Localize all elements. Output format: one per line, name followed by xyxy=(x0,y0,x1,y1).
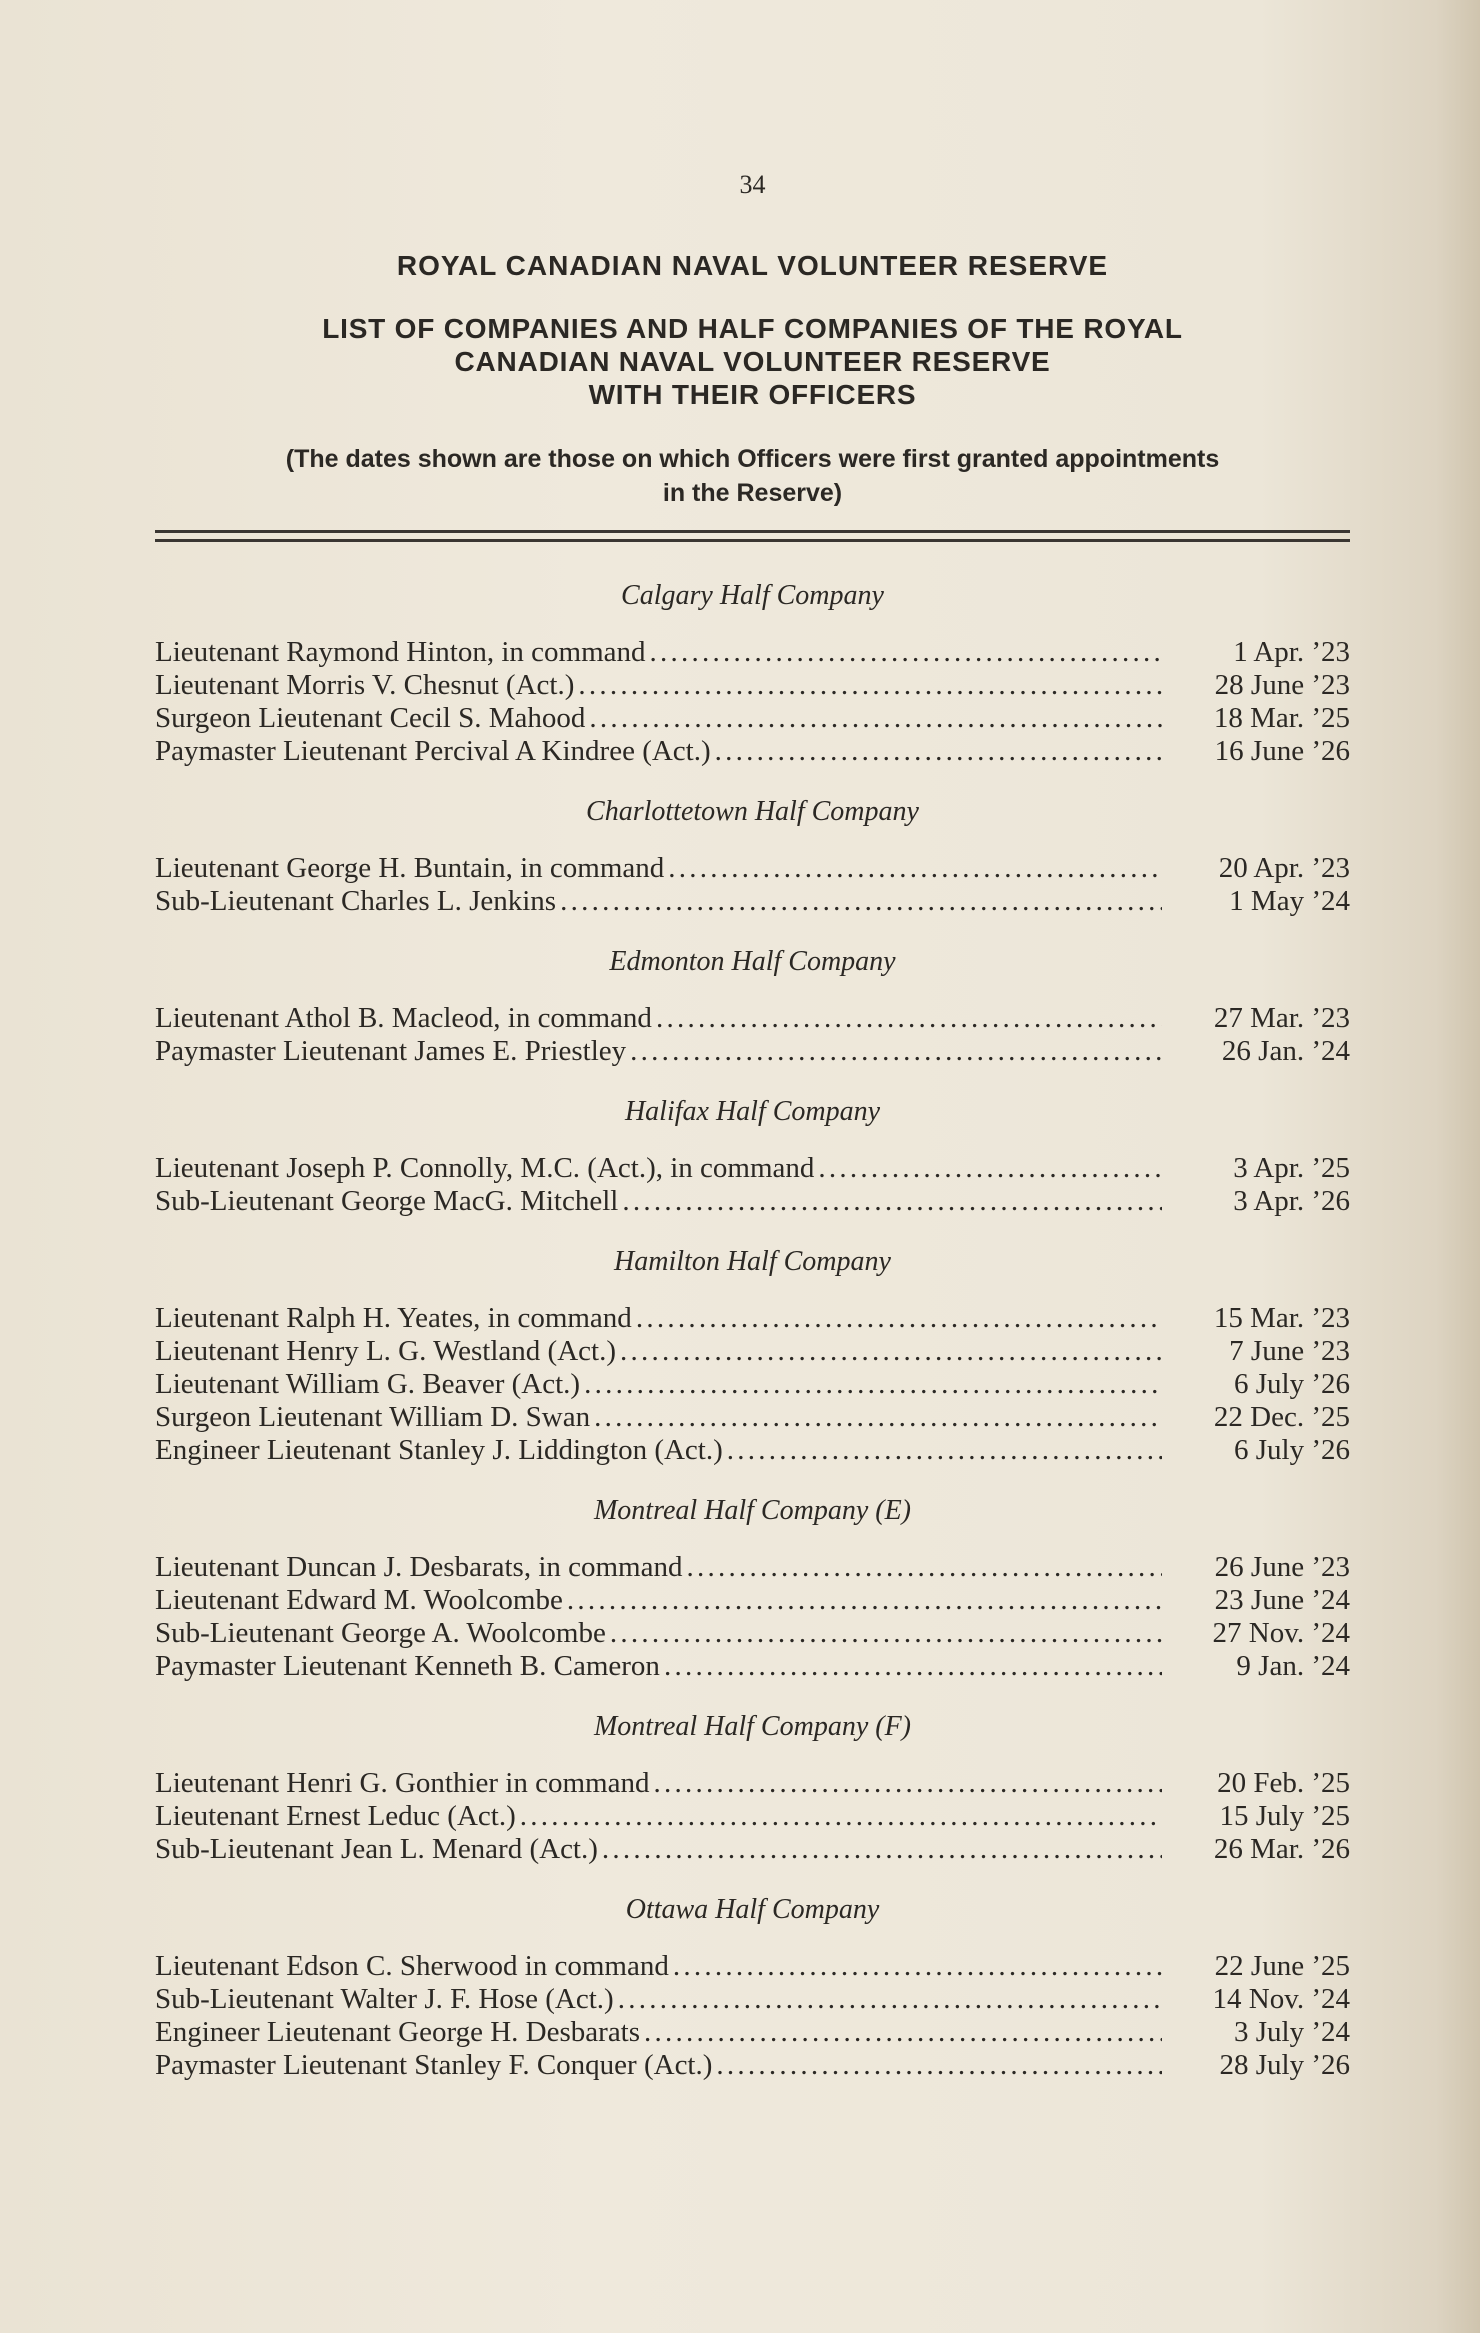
officer-row xyxy=(155,885,1350,918)
appointment-date: 9 Jan. ’24 xyxy=(1236,1650,1350,1682)
officer-row xyxy=(155,1551,1350,1584)
dot-leader xyxy=(673,1950,1162,1983)
dot-leader xyxy=(602,1833,1162,1866)
appointment-date: 27 Mar. ’23 xyxy=(1213,1002,1350,1034)
document-subtitle xyxy=(155,312,1350,411)
dot-leader xyxy=(618,1983,1162,2016)
appointment-date: 18 Mar. ’25 xyxy=(1213,702,1350,734)
officer-name: Surgeon Lieutenant William D. Swan xyxy=(155,1401,591,1433)
dot-leader xyxy=(644,2016,1162,2049)
appointment-date: 14 Nov. ’24 xyxy=(1212,1983,1350,2015)
appointment-date: 3 Apr. ’25 xyxy=(1233,1152,1350,1184)
officer-row xyxy=(155,1035,1350,1068)
dot-leader xyxy=(818,1152,1162,1185)
appointment-date: 15 July ’25 xyxy=(1219,1800,1350,1832)
company-title: Ottawa Half Company xyxy=(625,1894,880,1925)
officer-row xyxy=(155,1767,1350,1800)
officer-row xyxy=(155,669,1350,702)
dot-leader xyxy=(727,1434,1162,1467)
dot-leader xyxy=(668,852,1162,885)
dot-leader xyxy=(610,1617,1162,1650)
page-number: 34 xyxy=(739,170,766,199)
officer-name: Sub-Lieutenant Walter J. F. Hose (Act.) xyxy=(155,1983,614,2015)
officer-row xyxy=(155,636,1350,669)
officer-name: Paymaster Lieutenant Kenneth B. Cameron xyxy=(155,1650,660,1682)
appointment-date: 15 Mar. ’23 xyxy=(1213,1302,1350,1334)
dot-leader xyxy=(653,1767,1162,1800)
officer-name: Sub-Lieutenant Charles L. Jenkins xyxy=(155,885,557,917)
dot-leader xyxy=(716,2049,1162,2082)
company-title: Hamilton Half Company xyxy=(614,1246,891,1277)
officer-name: Sub-Lieutenant George MacG. Mitchell xyxy=(155,1185,619,1217)
officer-row xyxy=(155,1368,1350,1401)
note-line: (The dates shown are those on which Officers were first granted appointments xyxy=(285,445,1220,473)
company-section xyxy=(155,1495,1350,1683)
company-section xyxy=(155,1246,1350,1467)
appointment-date: 20 Apr. ’23 xyxy=(1218,852,1350,884)
dot-leader xyxy=(622,1185,1162,1218)
dot-leader xyxy=(686,1551,1162,1584)
officer-row xyxy=(155,1584,1350,1617)
dot-leader xyxy=(715,735,1162,768)
officer-row xyxy=(155,852,1350,885)
officer-row xyxy=(155,1800,1350,1833)
dot-leader xyxy=(664,1650,1162,1683)
appointment-date: 6 July ’26 xyxy=(1234,1434,1350,1466)
officer-name: Lieutenant Duncan J. Desbarats, in command xyxy=(155,1551,683,1583)
officer-name: Lieutenant Joseph P. Connolly, M.C. (Act.), in command xyxy=(155,1152,815,1184)
company-list xyxy=(155,580,1350,2110)
appointment-date: 3 July ’24 xyxy=(1234,2016,1350,2048)
subtitle-line: WITH THEIR OFFICERS xyxy=(588,379,917,410)
officer-row xyxy=(155,735,1350,768)
officer-row xyxy=(155,1185,1350,1218)
appointment-date: 1 Apr. ’23 xyxy=(1233,636,1350,668)
officer-name: Lieutenant William G. Beaver (Act.) xyxy=(155,1368,581,1400)
officer-name: Lieutenant Ernest Leduc (Act.) xyxy=(155,1800,516,1832)
officer-name: Lieutenant George H. Buntain, in command xyxy=(155,852,665,884)
officer-row xyxy=(155,2016,1350,2049)
dot-leader xyxy=(630,1035,1162,1068)
appointment-date: 7 June ’23 xyxy=(1229,1335,1350,1367)
appointment-date: 6 July ’26 xyxy=(1234,1368,1350,1400)
note-line: in the Reserve) xyxy=(662,479,843,507)
appointment-date: 26 June ’23 xyxy=(1214,1551,1350,1583)
officer-name: Paymaster Lieutenant Percival A Kindree (Act.) xyxy=(155,735,711,767)
subtitle-line: CANADIAN NAVAL VOLUNTEER RESERVE xyxy=(454,346,1051,377)
officer-name: Sub-Lieutenant George A. Woolcombe xyxy=(155,1617,606,1649)
officer-name: Paymaster Lieutenant Stanley F. Conquer (Act.) xyxy=(155,2049,713,2081)
officer-row xyxy=(155,1302,1350,1335)
officer-name: Lieutenant Ralph H. Yeates, in command xyxy=(155,1302,632,1334)
officer-name: Sub-Lieutenant Jean L. Menard (Act.) xyxy=(155,1833,598,1865)
officer-name: Lieutenant Henry L. G. Westland (Act.) xyxy=(155,1335,616,1367)
officer-name: Lieutenant Morris V. Chesnut (Act.) xyxy=(155,669,575,701)
appointment-date: 26 Jan. ’24 xyxy=(1221,1035,1350,1067)
dot-leader xyxy=(578,669,1162,702)
dot-leader xyxy=(584,1368,1162,1401)
officer-row xyxy=(155,702,1350,735)
dot-leader xyxy=(620,1335,1162,1368)
dot-leader xyxy=(656,1002,1162,1035)
officer-name: Engineer Lieutenant George H. Desbarats xyxy=(155,2016,641,2048)
subtitle-line: LIST OF COMPANIES AND HALF COMPANIES OF THE ROYAL xyxy=(322,313,1183,344)
dot-leader xyxy=(594,1401,1162,1434)
appointment-date: 22 June ’25 xyxy=(1214,1950,1350,1982)
appointment-date: 20 Feb. ’25 xyxy=(1217,1767,1350,1799)
company-section xyxy=(155,1711,1350,1866)
company-title: Montreal Half Company (F) xyxy=(593,1711,912,1742)
appointment-date: 1 May ’24 xyxy=(1229,885,1350,917)
company-section xyxy=(155,796,1350,918)
appointment-date: 28 July ’26 xyxy=(1219,2049,1350,2081)
officer-row xyxy=(155,1617,1350,1650)
officer-row xyxy=(155,1650,1350,1683)
appointment-date: 3 Apr. ’26 xyxy=(1233,1185,1350,1217)
officer-name: Lieutenant Edward M. Woolcombe xyxy=(155,1584,563,1616)
appointment-date: 22 Dec. ’25 xyxy=(1213,1401,1350,1433)
double-rule-divider xyxy=(155,530,1350,542)
dot-leader xyxy=(520,1800,1162,1833)
officer-row xyxy=(155,1983,1350,2016)
company-title: Halifax Half Company xyxy=(624,1096,881,1127)
officer-name: Lieutenant Edson C. Sherwood in command xyxy=(155,1950,669,1982)
dot-leader xyxy=(636,1302,1162,1335)
officer-row xyxy=(155,1152,1350,1185)
dot-leader xyxy=(589,702,1162,735)
officer-row xyxy=(155,2049,1350,2082)
appointment-date: 23 June ’24 xyxy=(1214,1584,1350,1616)
officer-row xyxy=(155,1950,1350,1983)
officer-name: Engineer Lieutenant Stanley J. Liddington (Act.) xyxy=(155,1434,723,1466)
appointment-date: 27 Nov. ’24 xyxy=(1212,1617,1350,1649)
company-title: Charlottetown Half Company xyxy=(586,796,919,827)
officer-name: Surgeon Lieutenant Cecil S. Mahood xyxy=(155,702,586,734)
appointment-date: 28 June ’23 xyxy=(1214,669,1350,701)
officer-name: Lieutenant Athol B. Macleod, in command xyxy=(155,1002,652,1034)
officer-row xyxy=(155,1833,1350,1866)
appointment-date: 26 Mar. ’26 xyxy=(1213,1833,1350,1865)
company-section xyxy=(155,580,1350,768)
company-title: Edmonton Half Company xyxy=(609,946,896,977)
dot-leader xyxy=(560,885,1162,918)
dates-note xyxy=(155,442,1350,510)
dot-leader xyxy=(650,636,1163,669)
company-section xyxy=(155,1096,1350,1218)
company-title: Montreal Half Company (E) xyxy=(593,1495,912,1526)
officer-name: Lieutenant Henri G. Gonthier in command xyxy=(155,1767,650,1799)
officer-name: Paymaster Lieutenant James E. Priestley xyxy=(155,1035,627,1067)
officer-name: Lieutenant Raymond Hinton, in command xyxy=(155,636,646,668)
company-section xyxy=(155,946,1350,1068)
document-title: ROYAL CANADIAN NAVAL VOLUNTEER RESERVE xyxy=(396,250,1109,281)
officer-row xyxy=(155,1335,1350,1368)
company-section xyxy=(155,1894,1350,2082)
officer-row xyxy=(155,1002,1350,1035)
company-title: Calgary Half Company xyxy=(621,580,884,611)
dot-leader xyxy=(567,1584,1162,1617)
officer-row xyxy=(155,1434,1350,1467)
appointment-date: 16 June ’26 xyxy=(1214,735,1350,767)
officer-row xyxy=(155,1401,1350,1434)
